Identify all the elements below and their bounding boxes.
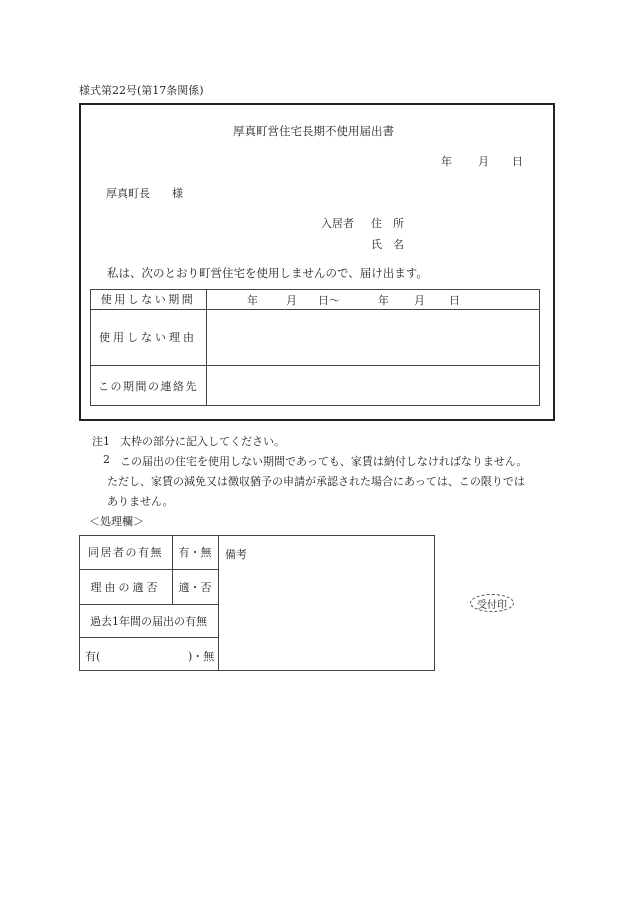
period-month-2: 月	[414, 294, 425, 307]
date-year-label: 年	[441, 155, 452, 168]
date-day-label: 日	[512, 155, 523, 168]
date-month-label: 月	[478, 155, 489, 168]
period-year-1: 年	[247, 294, 258, 307]
past-year-yes: 有(	[85, 650, 101, 663]
past-year-label: 過去1年間の届出の有無	[90, 614, 207, 628]
name-label: 氏 名	[371, 238, 404, 251]
past-year-no: )・無	[188, 650, 215, 663]
note1-number: 注1	[92, 435, 110, 448]
note1-text: 太枠の部分に記入してください。	[120, 435, 285, 448]
period-label: 使用しない期間	[100, 293, 196, 306]
remarks-label: 備考	[225, 548, 247, 561]
statement: 私は、次のとおり町営住宅を使用しませんので、届け出ます。	[107, 266, 428, 280]
period-day-1: 日〜	[318, 294, 340, 307]
reason-field[interactable]	[207, 310, 539, 364]
reason-label: 使用しない理由	[99, 331, 197, 344]
address-label: 住 所	[371, 217, 404, 230]
note2-text-line3: ありません。	[107, 495, 174, 508]
contact-label: この期間の連絡先	[98, 379, 198, 393]
form-number: 様式第22号(第17条関係)	[79, 84, 204, 97]
reason-fit-value: 適・否	[178, 580, 212, 594]
note2-text-line1: この届出の住宅を使用しない期間であっても、家賃は納付しなければなりません。	[120, 455, 528, 468]
cohabitant-label: 同居者の有無	[88, 546, 163, 559]
reason-fit-label: 理由の適否	[90, 580, 161, 594]
note2-text-line2: ただし、家賃の減免又は徴収猶予の申請が承認された場合にあっては、この限りでは	[107, 475, 525, 488]
period-year-2: 年	[378, 294, 389, 307]
contact-field[interactable]	[207, 366, 539, 405]
applicant-label: 入居者	[321, 217, 354, 230]
period-day-2: 日	[449, 294, 460, 307]
note2-number: 2	[103, 453, 110, 466]
period-month-1: 月	[286, 294, 297, 307]
processing-heading: ＜処理欄＞	[89, 515, 144, 528]
addressee: 厚真町長 様	[106, 187, 183, 200]
reception-stamp-label: 受付印	[477, 599, 507, 611]
form-title: 厚真町営住宅長期不使用届出書	[233, 124, 394, 138]
cohabitant-value: 有・無	[178, 546, 212, 559]
reception-stamp	[470, 594, 514, 612]
